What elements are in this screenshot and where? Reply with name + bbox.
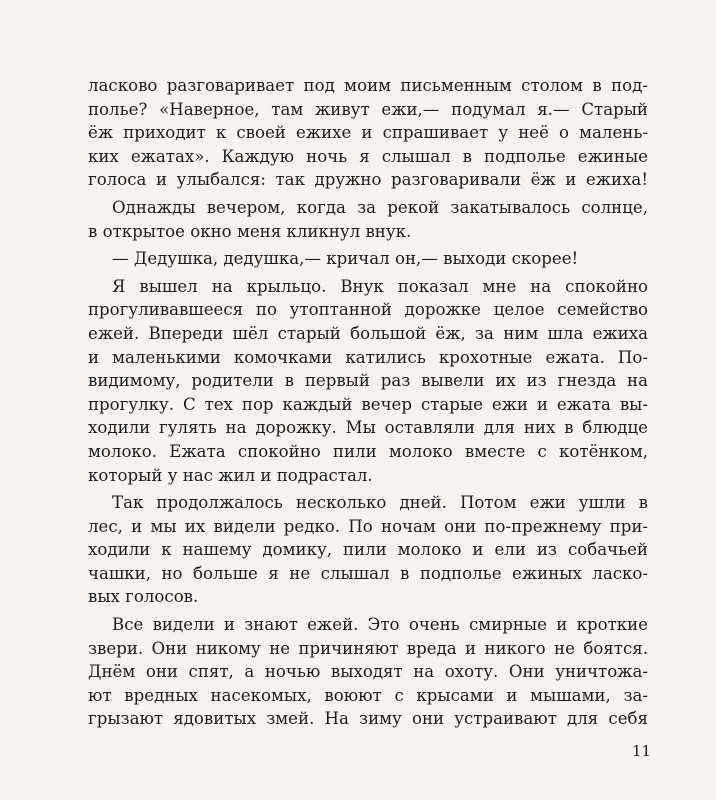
text-line: — Дедушка, дедушка,— кричал он,— выходи скорее!	[112, 249, 579, 269]
paragraph-6	[88, 613, 648, 731]
text-line: ходили к нашему домику, пили молоко и ели из собачьей	[88, 540, 648, 560]
text-line: ласково разговаривает под моим письменным столом в под-	[88, 76, 648, 95]
text-line: лес, и мы их видели редко. По ночам они по-прежнему при-	[88, 516, 648, 536]
text-line: прогулку. С тех пор каждый вечер старые ежи и ежата вы-	[88, 394, 648, 414]
paragraph-5	[88, 491, 648, 609]
text-line: и маленькими комочками катились крохотные ежата. По-	[88, 347, 648, 367]
text-line: в открытое окно меня кликнул внук.	[88, 221, 412, 241]
text-line: голоса и улыбался: так дружно разговаривали ёж и ежиха!	[88, 170, 648, 190]
text-line: Так продолжалось несколько дней. Потом ежи ушли в	[112, 493, 648, 513]
text-line: ких ежатах». Каждую ночь я слышал в подполье ежиные	[88, 146, 648, 166]
text-line: вых голосов.	[88, 587, 199, 607]
text-line: грызают ядовитых змей. На зиму они устраивают для себя	[88, 709, 648, 729]
text-line: прогуливавшееся по утоптанной дорожке целое семейство	[88, 300, 648, 320]
page-number: 11	[632, 742, 652, 760]
text-line: полье? «Наверное, там живут ежи,— подумал я.— Старый	[88, 99, 648, 119]
paragraph-2	[88, 196, 648, 243]
text-line: который у нас жил и подрастал.	[88, 465, 373, 485]
text-line: звери. Они никому не причиняют вреда и никого не боятся.	[88, 638, 648, 658]
text-line: ходили гулять на дорожку. Мы оставляли для них в блюдце	[88, 418, 648, 438]
text-line: Однажды вечером, когда за рекой закатывалось солнце,	[112, 197, 648, 217]
text-line: ёж приходит к своей ежихе и спрашивает у неё о малень-	[88, 123, 648, 143]
body-text	[88, 74, 648, 735]
paragraph-3	[88, 247, 648, 271]
paragraph-1	[88, 74, 648, 192]
text-line: ежей. Впереди шёл старый большой ёж, за ним шла ежиха	[88, 323, 648, 343]
text-line: чашки, но больше я не слышал в подполье ежиных ласко-	[88, 563, 648, 583]
text-line: Я вышел на крыльцо. Внук показал мне на спокойно	[112, 276, 648, 296]
text-line: Все видели и знают ежей. Это очень смирные и кроткие	[112, 615, 648, 635]
text-line: Днём они спят, а ночью выходят на охоту. Они уничтожа-	[88, 662, 648, 682]
paragraph-4	[88, 275, 648, 487]
text-line: молоко. Ежата спокойно пили молоко вместе с котёнком,	[88, 441, 648, 461]
text-line: видимому, родители в первый раз вывели их из гнезда на	[88, 371, 648, 391]
text-line: ют вредных насекомых, воюют с крысами и мышами, за-	[88, 685, 648, 705]
